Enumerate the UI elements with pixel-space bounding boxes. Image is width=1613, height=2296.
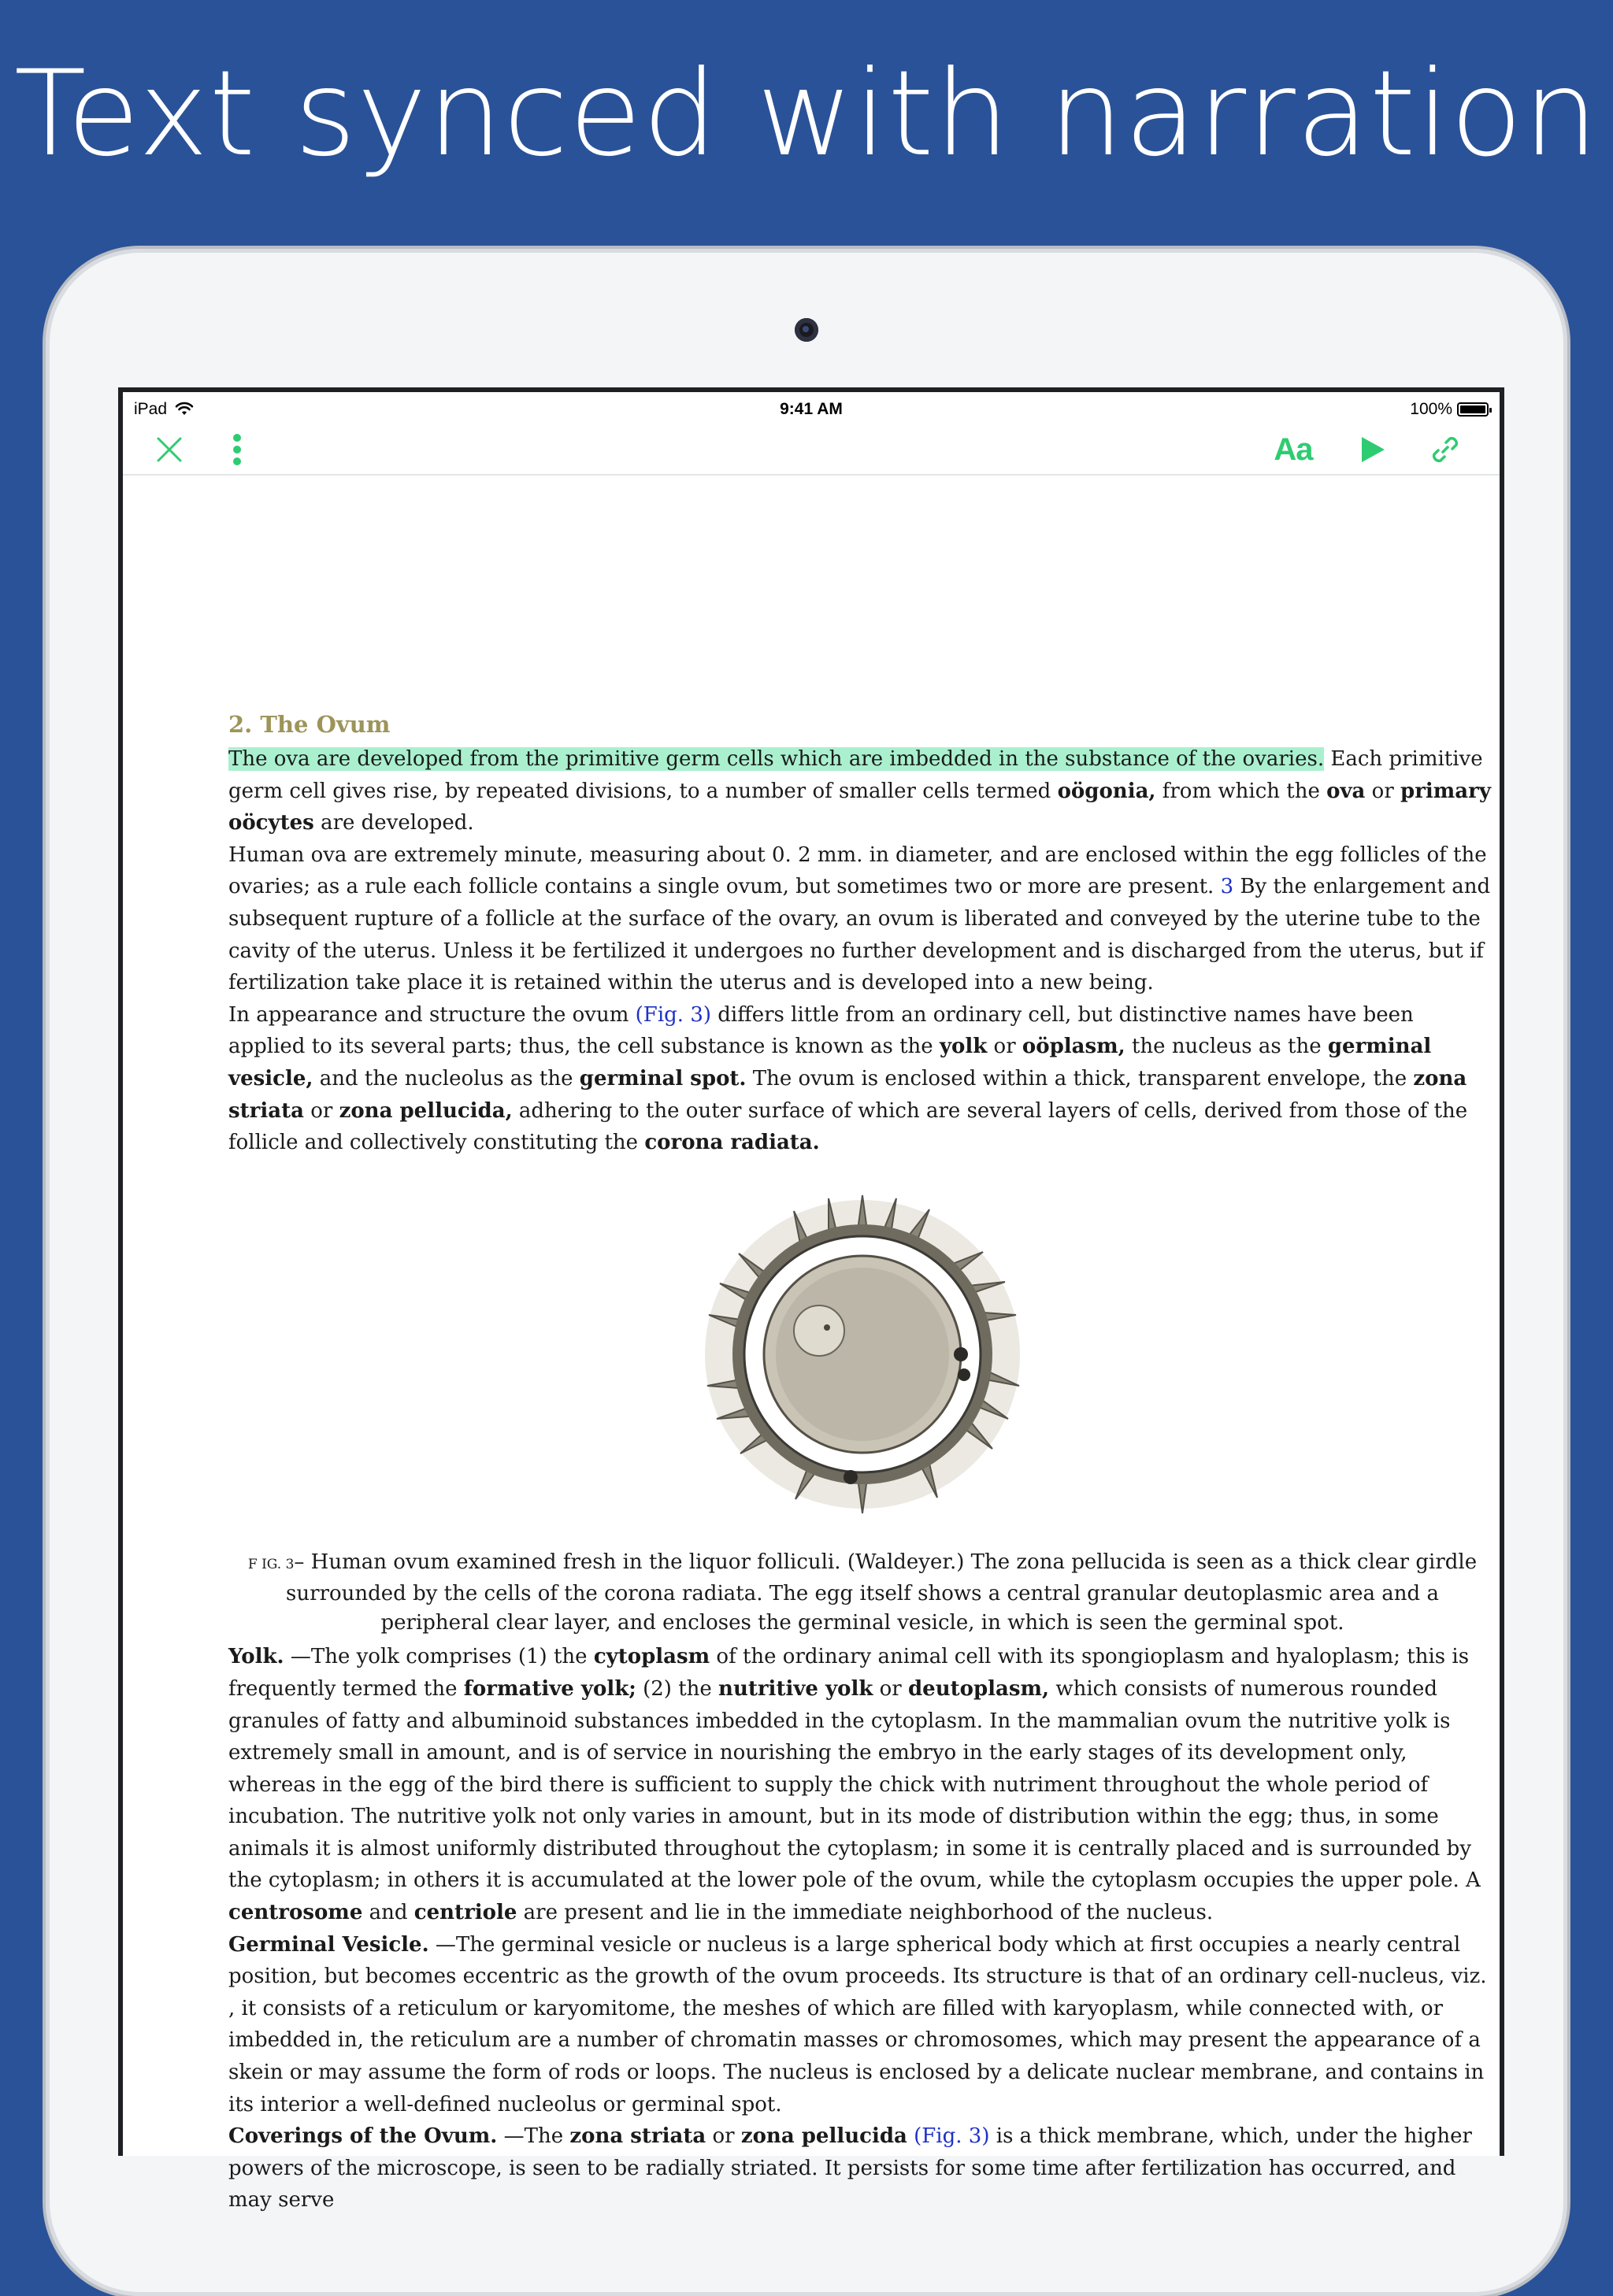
paragraph: The ova are developed from the primitive germ cells which are imbedded in the substance of the ovaries. Each primitive germ cell gives rise, by repeated divisions, to a number of smaller cells termed oögonia, from which the ova or primary oöcytes are developed. <box>228 747 1491 835</box>
battery-icon <box>1457 402 1489 417</box>
battery-percent: 100% <box>1410 400 1452 418</box>
device-name: iPad <box>134 400 168 418</box>
promo-headline: Text synced with narration <box>13 46 1600 183</box>
status-bar <box>123 392 1500 425</box>
play-narration-button[interactable] <box>1353 430 1392 469</box>
ipad-screen <box>118 387 1504 2213</box>
share-link-button[interactable] <box>1426 430 1465 469</box>
play-icon <box>1360 436 1385 463</box>
ovum-illustration <box>693 1189 1032 1520</box>
narration-highlight: The ova are developed from the primitive germ cells which are imbedded in the substance of the ovaries. <box>228 747 1325 771</box>
paragraph: Coverings of the Ovum. —The zona striata or zona pellucida (Fig. 3) is a thick membrane, which, under the higher powers of the microscope, is seen to be radially striated. It persists for some time after fertilization has occurred, and may serve <box>228 2124 1472 2213</box>
paragraph: In appearance and structure the ovum (Fig. 3) differs little from an ordinary cell, but distinctive names have been applied to its several parts; thus, the cell substance is known as the yolk or oöplasm, the nucleus as the germinal vesicle, and the nucleolus as the germinal spot. The ovum is enclosed within a thick, transparent envelope, the zona striata or zona pellucida, adhering to the outer surface of which are several layers of cells, derived from those of the follicle and collectively constituting the corona radiata. <box>228 1002 1468 1155</box>
figure-label: F IG. 3 <box>247 1557 295 1573</box>
link-icon <box>1429 434 1461 465</box>
footnote-link[interactable]: 3 <box>1220 875 1234 899</box>
vertical-ellipsis-icon <box>232 433 243 466</box>
paragraph: Yolk. —The yolk comprises (1) the cytoplasm of the ordinary animal cell with its spongioplasm and hyaloplasm; this is frequently termed the formative yolk; (2) the nutritive yolk or deutoplasm, which consists of numerous rounded granules of fatty and albuminoid substances imbedded in the cytoplasm. In the mammalian ovum the nutritive yolk is extremely small in amount, and is of service in nourishing the embryo in the early stages of its development only, whereas in the egg of the bird there is sufficient to supply the chick with nutriment throughout the whole period of incubation. The nutritive yolk not only varies in amount, but in its mode of distribution within the egg; thus, in some animals it is almost uniformly distributed throughout the cytoplasm; in some it is centrally placed and is surrounded by the cytoplasm; in others it is accumulated at the lower pole of the ovum, while the cytoplasm occupies the upper pole. A centrosome and centriole are present and lie in the immediate neighborhood of the nucleus. <box>228 1645 1481 1925</box>
close-icon <box>155 435 184 464</box>
ovum-figure[interactable] <box>228 1189 1496 1530</box>
figure-link[interactable]: (Fig. 3) <box>635 1002 712 1027</box>
paragraph: Human ova are extremely minute, measuring about 0. 2 mm. in diameter, and are enclosed within the egg follicles of the ovaries; as a rule each follicle contains a single ovum, but sometimes two or more are present. 3 By the enlargement and subsequent rupture of a follicle at the surface of the ovary, an ovum is liberated and conveyed by the uterine tube to the cavity of the uterus. Unless it be fertilized it undergoes no further development and is discharged from the uterus, but if fertilization take place it is retained within the uterus and is developed into a new being. <box>228 842 1491 995</box>
paragraph: Germinal Vesicle. —The germinal vesicle or nucleus is a large spherical body which at first occupies a nearly central position, but becomes eccentric as the growth of the ovum proceeds. Its structure is that of an ordinary cell-nucleus, viz. , it consists of a reticulum or karyomitome, the meshes of which are filled with karyoplasm, while connected with, or imbedded in, the reticulum are a number of chromatin masses or chromosomes, which may present the appearance of a skein or may assume the form of rods or loops. The nucleus is enclosed by a delicate nuclear membrane, and contains in its interior a well-defined nucleolus or germinal spot. <box>228 1932 1487 2116</box>
font-size-icon: Aa <box>1274 431 1313 467</box>
front-camera <box>795 318 818 342</box>
close-button[interactable] <box>150 430 189 469</box>
clock: 9:41 AM <box>780 400 843 418</box>
more-menu-button[interactable] <box>217 430 257 469</box>
font-settings-button[interactable] <box>1268 430 1318 469</box>
chapter-title: 2. The Ovum <box>228 711 391 738</box>
book-content <box>228 707 1496 2216</box>
reader-toolbar <box>123 425 1500 476</box>
figure-caption: F IG. 3– Human ovum examined fresh in the liquor folliculi. (Waldeyer.) The zona pellucida is seen as a thick clear girdle surrounded by the cells of the corona radiata. The egg itself shows a central granular deutoplasmic area and a peripheral clear layer, and encloses the germinal vesicle, in which is seen the germinal spot. <box>247 1550 1478 1635</box>
figure-link[interactable]: (Fig. 3) <box>914 2124 990 2149</box>
